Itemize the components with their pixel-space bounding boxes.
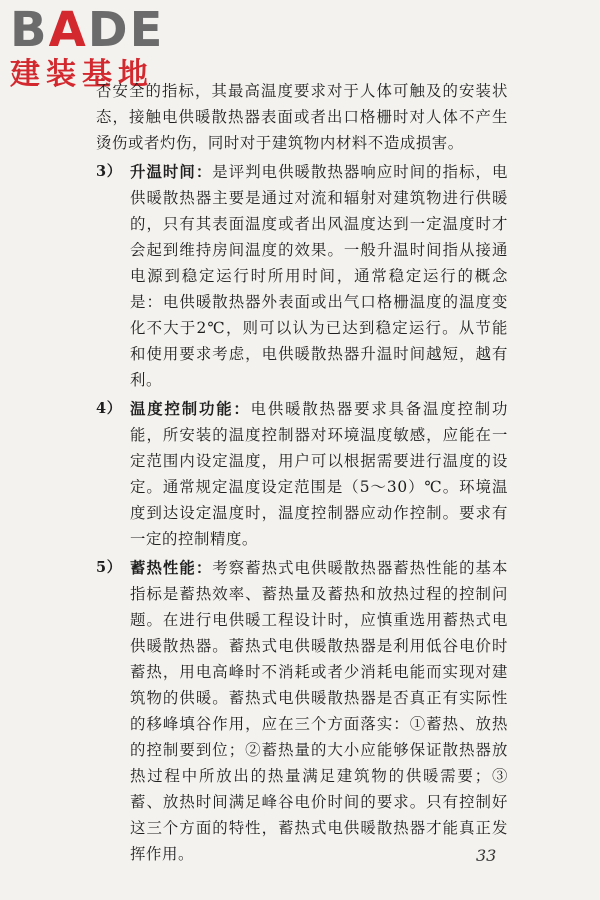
item-number: 4） [96,400,122,417]
list-item [96,159,508,393]
page-body [96,78,508,867]
logo-accent-letter: A [48,2,88,58]
item-heading: 温度控制功能： [130,400,251,418]
page-number: 33 [476,846,497,865]
logo-letter: B [10,2,49,58]
item-number: 3） [96,163,122,180]
item-text: 是评判电供暖散热器响应时间的指标，电供暖散热器主要是通过对流和辐射对建筑物进行供暖的，只有其表面温度或者出风温度达到一定温度时才会起到维持房间温度的效果。一般升温时间指从接通电源到稳定运行时所用时间，通常稳定运行的概念是：电供暖散热器外表面或出气口格栅温度的温度变化不大于2℃，则可以认为已达到稳定运行。从节能和使用要求考虑，电供暖散热器升温时间越短，越有利。 [130,163,508,389]
item-heading: 升温时间： [130,163,213,181]
intro-paragraph: 否安全的指标，其最高温度要求对于人体可触及的安装状态，接触电供暖散热器表面或者出口格栅时对人体不产生烫伤或者灼伤，同时对于建筑物内材料不造成损害。 [96,82,508,152]
logo-subtitle: 建装基地 [10,57,154,92]
item-body [130,555,508,867]
item-text: 考察蓄热式电供暖散热器蓄热性能的基本指标是蓄热效率、蓄热量及蓄热和放热过程的控制问题。在进行电供暖工程设计时，应慎重选用蓄热式电供暖散热器。蓄热式电供暖散热器是利用低谷电价时蓄热，用电高峰时不消耗或者少消耗电能而实现对建筑物的供暖。蓄热式电供暖散热器是否真正有实际性的移峰填谷作用，应在三个方面落实：①蓄热、放热的控制要到位；②蓄热量的大小应能够保证散热器放热过程中所放出的热量满足建筑物的供暖需要；③蓄、放热时间满足峰谷电价时间的要求。只有控制好这三个方面的特性，蓄热式电供暖散热器才能真正发挥作用。 [130,559,508,863]
logo-wordmark [10,2,200,58]
item-number: 5） [96,559,122,576]
item-heading: 蓄热性能： [130,559,213,577]
item-text: 电供暖散热器要求具备温度控制功能，所安装的温度控制器对环境温度敏感，应能在一定范围内设定温度，用户可以根据需要进行温度的设定。通常规定温度设定范围是（5～30）℃。环境温度到达设定温度时，温度控制器应动作控制。要求有一定的控制精度。 [130,400,508,548]
list-item [96,396,508,552]
item-body [130,159,508,393]
list-item [96,555,508,867]
logo-letters: DE [87,2,165,58]
item-body [130,396,508,552]
